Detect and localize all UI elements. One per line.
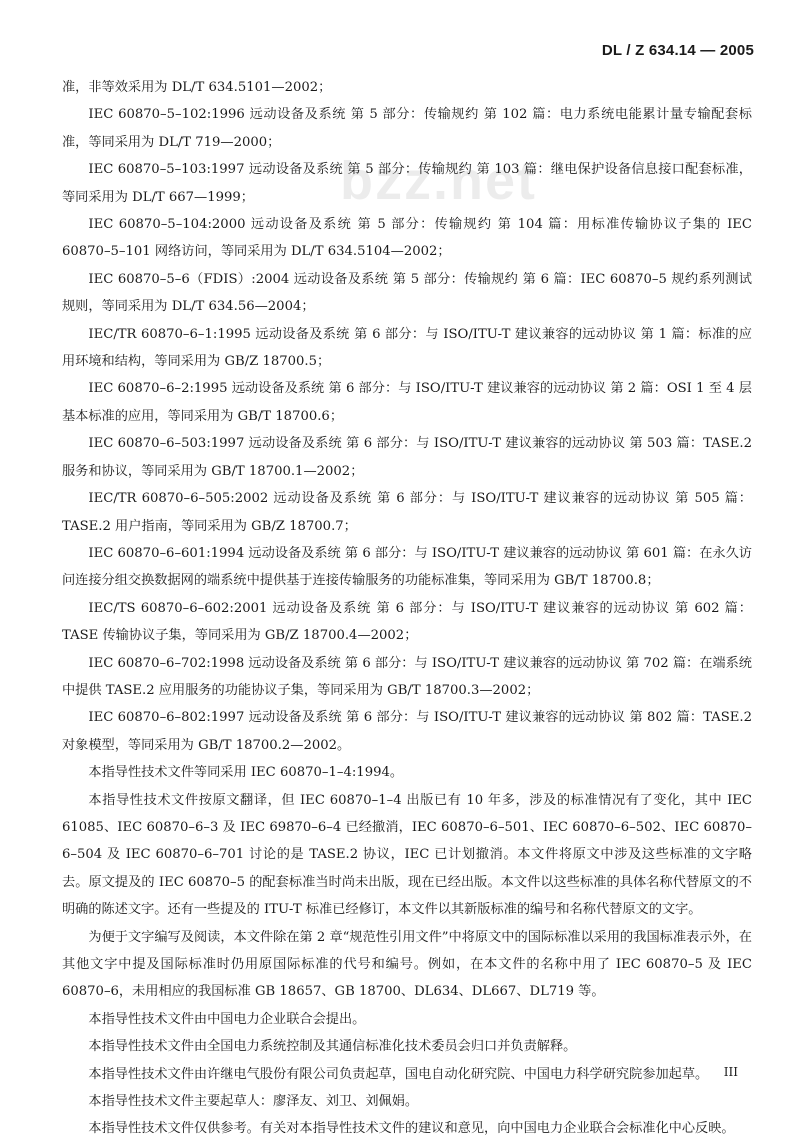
paragraph: IEC 60870–6–601:1994 远动设备及系统 第 6 部分：与 ISO/ITU-T 建议兼容的远动协议 第 601 篇：在永久访问连接分组交换数据网的端系统中提供基于连接传输服务的功能标准集，等同采用为 GB/T 18700.8；	[62, 545, 752, 589]
paragraph: IEC 60870–5–104:2000 远动设备及系统 第 5 部分：传输规约 第 104 篇：用标准传输协议子集的 IEC 60870–5–101 网络访问，等同采用为 DL/T 634.5104—2002；	[62, 217, 752, 260]
paragraph: 本指导性技术文件主要起草人：廖泽友、刘卫、刘佩娟。	[88, 1094, 419, 1110]
paragraph: IEC/TS 60870–6–602:2001 远动设备及系统 第 6 部分：与 ISO/ITU-T 建议兼容的远动协议 第 602 篇：TASE 传输协议子集，等同采用为 GB/Z 18700.4—2002；	[62, 600, 752, 644]
body-text	[62, 74, 752, 1143]
paragraph: IEC 60870–5–102:1996 远动设备及系统 第 5 部分：传输规约 第 102 篇：电力系统电能累计量专输配套标准，等同采用为 DL/T 719—2000；	[62, 107, 752, 150]
standard-code: DL / Z 634.14 — 2005	[601, 42, 754, 59]
paragraph: IEC/TR 60870–6–1:1995 远动设备及系统 第 6 部分：与 ISO/ITU-T 建议兼容的远动协议 第 1 篇：标准的应用环境和结构，等同采用为 GB/Z 18700.5；	[62, 326, 752, 370]
paragraph: 本指导性技术文件由全国电力系统控制及其通信标准化技术委员会归口并负责解释。	[88, 1039, 577, 1055]
paragraph: IEC/TR 60870–6–505:2002 远动设备及系统 第 6 部分：与 ISO/ITU-T 建议兼容的远动协议 第 505 篇：TASE.2 用户指南，等同采用为 GB/Z 18700.7；	[62, 491, 752, 534]
paragraph: 本指导性技术文件按原文翻译，但 IEC 60870–1–4 出版已有 10 年多，涉及的标准情况有了变化，其中 IEC 61085、IEC 60870–6–3 及 IEC 69870–6–4 已经撤消，IEC 60870–6–501、IEC 60870–6–502、IEC 60870–6–504 及 IEC 60870–6–701 讨论的是 TASE.2 协议，IEC 已计划撤消。本文件将原文中涉及这些标准的文字略去。原文提及的 IEC 60870–5 的配套标准当时尚未出版，现在已经出版。本文件以这些标准的具体名称代替原文的不明确的陈述文字。还有一些提及的 ITU-T 标准已经修订，本文件以其新版标准的编号和名称代替原文的文字。	[62, 792, 752, 918]
page-number: III	[723, 1065, 738, 1079]
paragraph: IEC 60870–6–2:1995 远动设备及系统 第 6 部分：与 ISO/ITU-T 建议兼容的远动协议 第 2 篇：OSI 1 至 4 层基本标准的应用，等同采用为 GB/T 18700.6；	[62, 381, 752, 424]
paragraph: IEC 60870–5–103:1997 远动设备及系统 第 5 部分：传输规约 第 103 篇：继电保护设备信息接口配套标准，等同采用为 DL/T 667—1999；	[62, 162, 752, 205]
paragraph: 本指导性技术文件等同采用 IEC 60870–1–4:1994。	[88, 765, 404, 781]
paragraph: 本指导性技术文件由许继电气股份有限公司负责起草，国电自动化研究院、中国电力科学研究院参加起草。	[88, 1066, 709, 1082]
paragraph: 本指导性技术文件仅供参考。有关对本指导性技术文件的建议和意见，向中国电力企业联合会标准化中心反映。	[88, 1121, 735, 1137]
paragraph: IEC 60870–6–802:1997 远动设备及系统 第 6 部分：与 ISO/ITU-T 建议兼容的远动协议 第 802 篇：TASE.2 对象模型，等同采用为 GB/T 18700.2—2002。	[62, 710, 752, 753]
paragraph: 为便于文字编写及阅读，本文件除在第 2 章“规范性引用文件”中将原文中的国际标准以采用的我国标准表示外，在其他文字中提及国际标准时仍用原国际标准的代号和编号。例如，在本文件的名称中用了 IEC 60870–5 及 IEC 60870–6，未用相应的我国标准 GB 18657、GB 18700、DL634、DL667、DL719 等。	[62, 929, 752, 1000]
paragraph: IEC 60870–5–6（FDIS）:2004 远动设备及系统 第 5 部分：传输规约 第 6 篇：IEC 60870–5 规约系列测试规则，等同采用为 DL/T 634.56—2004；	[62, 271, 752, 315]
paragraph: IEC 60870–6–503:1997 远动设备及系统 第 6 部分：与 ISO/ITU-T 建议兼容的远动协议 第 503 篇：TASE.2 服务和协议，等同采用为 GB/T 18700.1—2002；	[62, 436, 752, 479]
watermark: bzz.net	[340, 151, 537, 211]
paragraph: 本指导性技术文件由中国电力企业联合会提出。	[88, 1011, 366, 1027]
paragraph: IEC 60870–6–702:1998 远动设备及系统 第 6 部分：与 ISO/ITU-T 建议兼容的远动协议 第 702 篇：在端系统中提供 TASE.2 应用服务的功能协议子集，等同采用为 GB/T 18700.3—2002；	[62, 655, 752, 698]
paragraph: 准，非等效采用为 DL/T 634.5101—2002；	[62, 80, 332, 95]
